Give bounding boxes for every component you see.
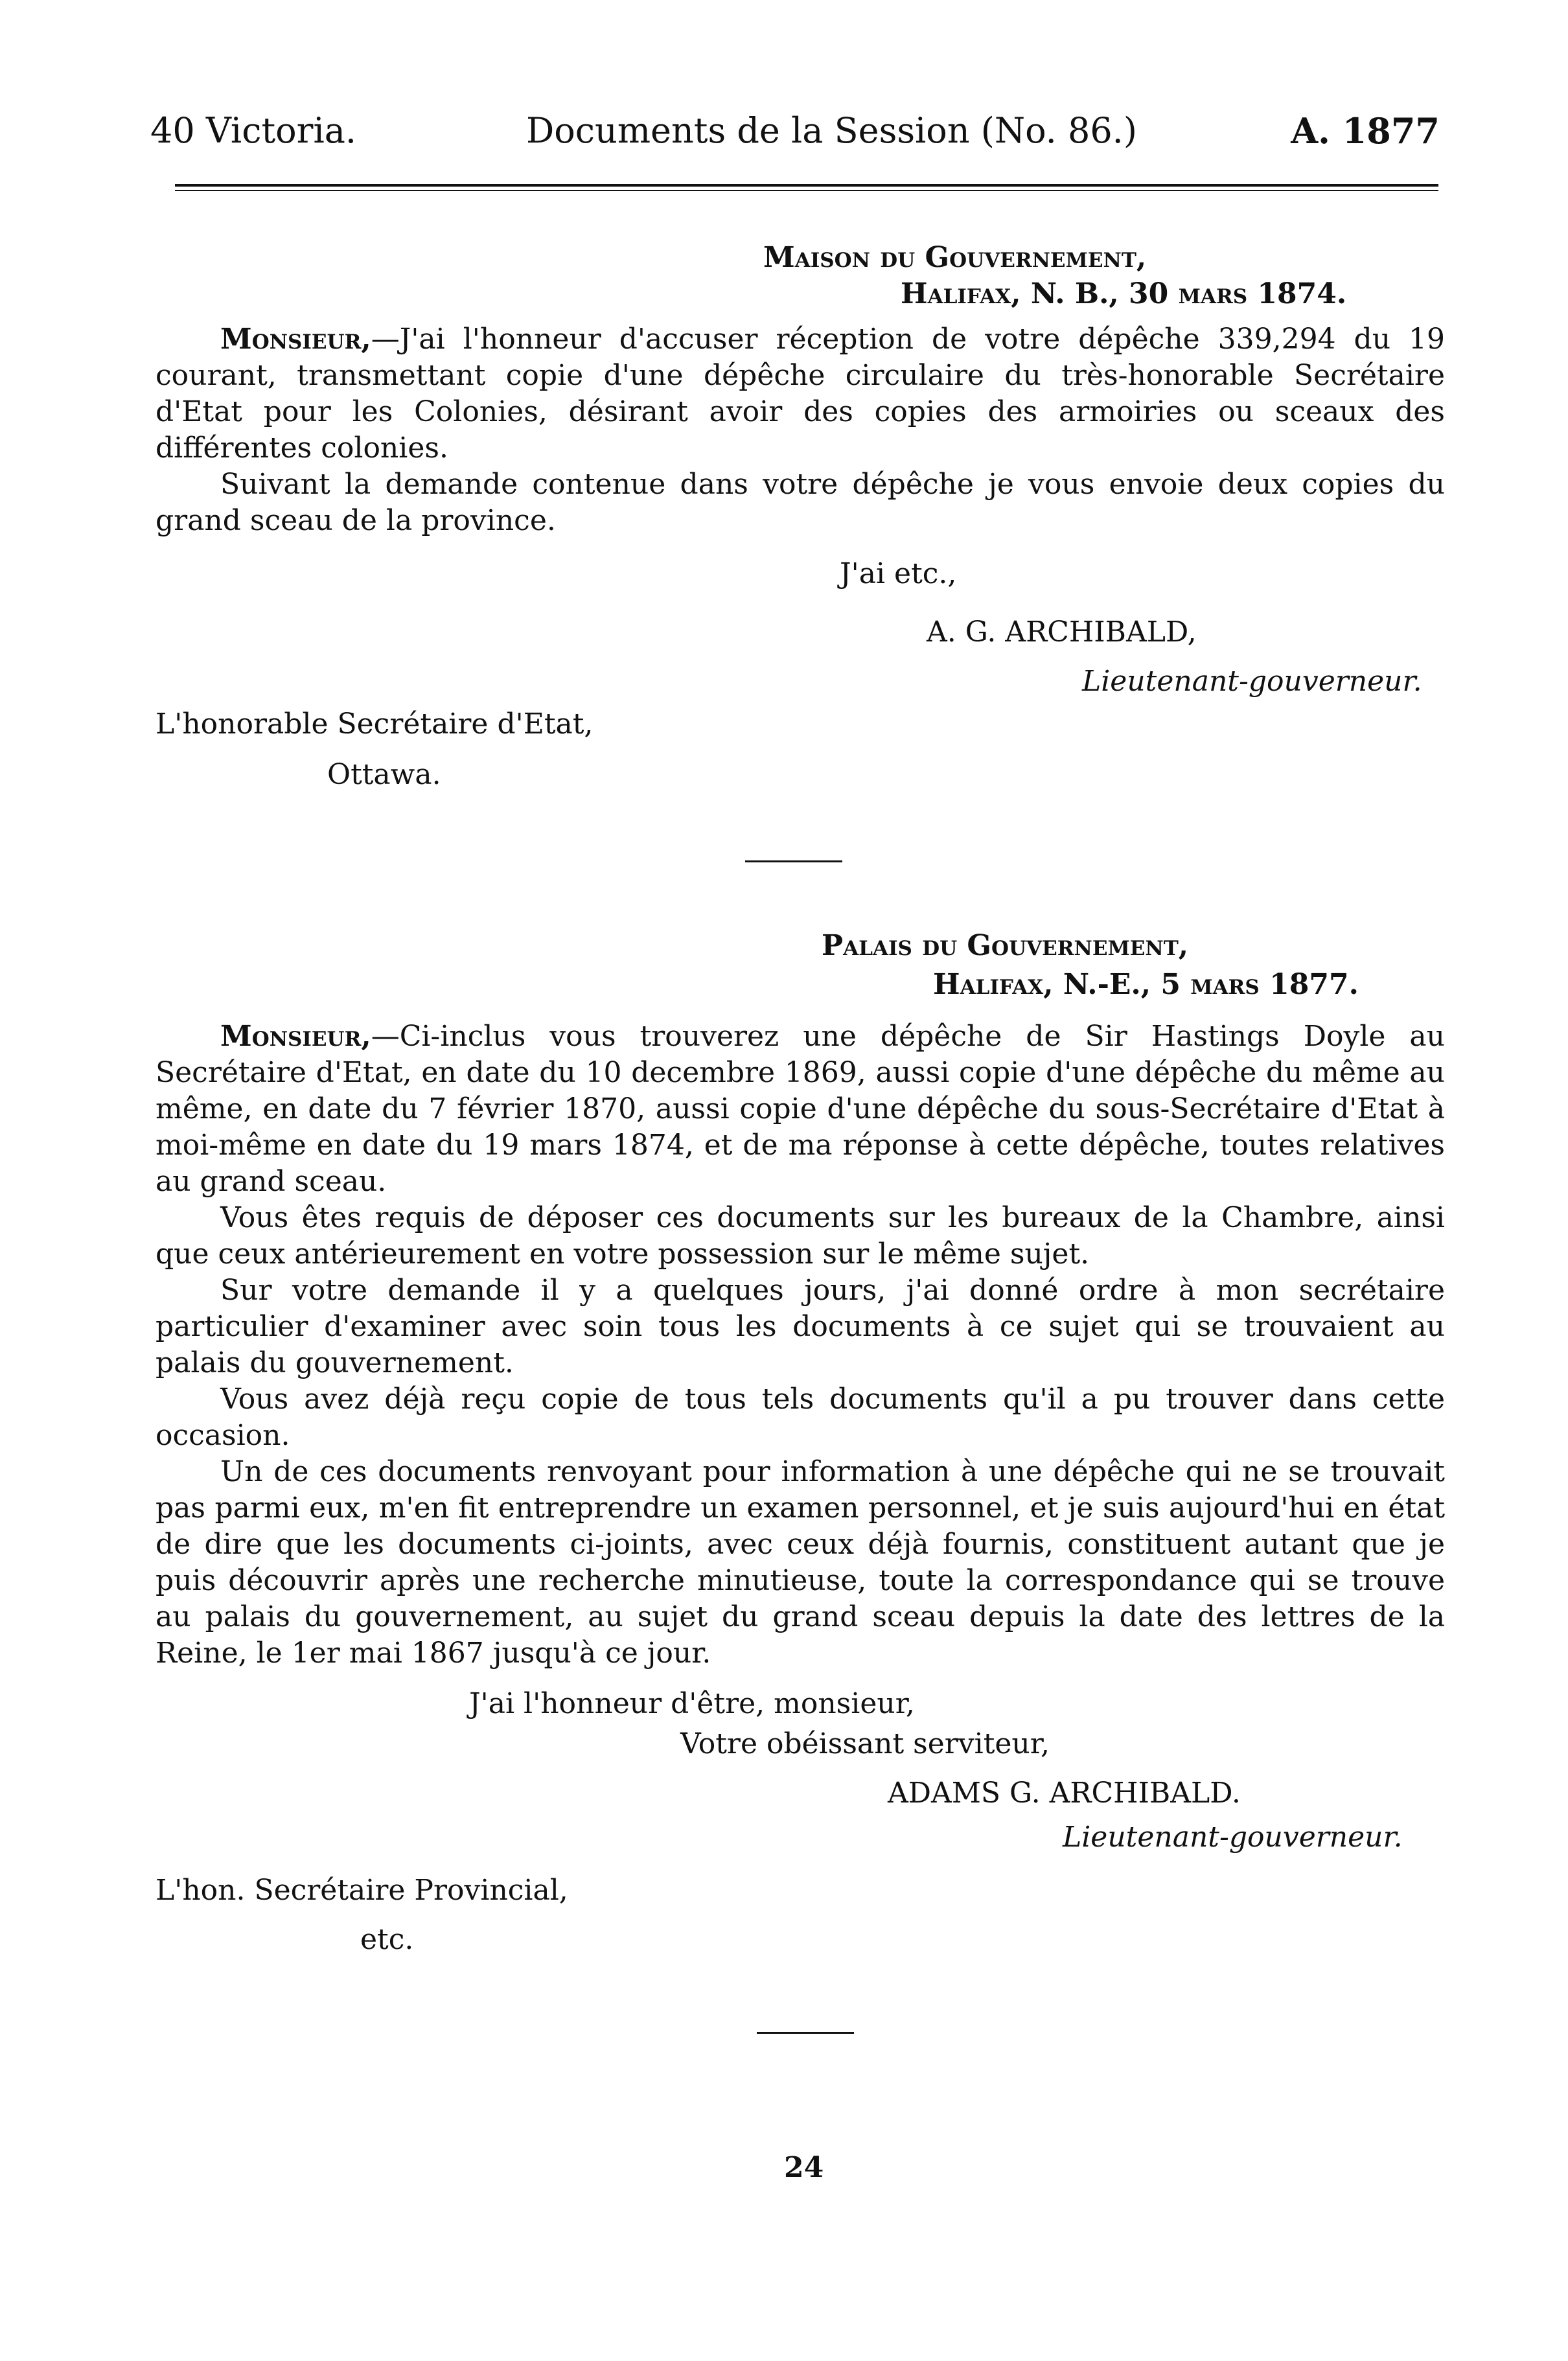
letter2-place-line1: Palais du Gouvernement,	[822, 929, 1189, 962]
letter2-salutation: Monsieur,	[220, 1020, 371, 1053]
header-volume: 40 Victoria.	[150, 110, 357, 151]
header-rule	[175, 184, 1438, 191]
letter2-addressee-line1: L'hon. Secrétaire Provincial,	[156, 1874, 568, 1907]
letter2-paragraph-4: Vous avez déjà reçu copie de tous tels documents qu'il a pu trouver dans cette occasion.	[156, 1383, 1445, 1452]
letter2-addressee-line2: etc.	[360, 1923, 414, 1956]
letter2-body	[156, 1019, 1445, 1672]
letter1-place-line2: Halifax, N. B., 30 mars 1874.	[901, 277, 1347, 310]
running-header	[150, 110, 1440, 162]
letter2-closing-line1: J'ai l'honneur d'être, monsieur,	[469, 1687, 915, 1720]
letter1-signature: A. G. ARCHIBALD,	[927, 616, 1197, 649]
letter1-salutation: Monsieur,	[220, 323, 371, 356]
section-divider-2	[757, 2032, 854, 2034]
letter1-signer-title: Lieutenant-gouverneur.	[1082, 665, 1422, 698]
section-divider-1	[745, 860, 842, 862]
letter2-paragraph-1: Monsieur,—Ci-inclus vous trouverez une dépêche de Sir Hastings Doyle au Secrétaire d'Etat, en date du 10 decembre 1869, aussi copie d'une dépêche du même au même, en date du 7 février 1870, aussi copie d'une dépêche du sous-Secrétaire d'Etat à moi-même en date du 19 mars 1874, et de ma réponse à cette dépêche, toutes relatives au grand sceau.	[156, 1020, 1445, 1198]
letter1-closing: J'ai etc.,	[840, 557, 957, 590]
letter2-paragraph-2: Vous êtes requis de déposer ces documents sur les bureaux de la Chambre, ainsi que ceux antérieurement en votre possession sur le même sujet.	[156, 1201, 1445, 1271]
letter1-paragraph-1: Monsieur,—J'ai l'honneur d'accuser réception de votre dépêche 339,294 du 19 courant, transmettant copie d'une dépêche circulaire du très-honorable Secrétaire d'Etat pour les Colonies, désirant avoir des copies des armoiries ou sceaux des différentes colonies.	[156, 323, 1445, 465]
letter1-place-line1: Maison du Gouvernement,	[763, 241, 1147, 274]
letter2-closing-line2: Votre obéissant serviteur,	[680, 1727, 1050, 1760]
page-number: 24	[784, 2151, 824, 2184]
letter1-addressee-line1: L'honorable Secrétaire d'Etat,	[156, 708, 594, 741]
letter1-paragraph-2: Suivant la demande contenue dans votre dépêche je vous envoie deux copies du grand sceau de la province.	[156, 468, 1445, 537]
letter1-addressee-line2: Ottawa.	[327, 758, 441, 791]
header-year: A. 1877	[1291, 110, 1440, 152]
letter2-place-line2: Halifax, N.-E., 5 mars 1877.	[933, 968, 1359, 1001]
header-title: Documents de la Session (No. 86.)	[526, 110, 1137, 151]
letter1-body	[156, 321, 1445, 539]
letter2-signature: ADAMS G. ARCHIBALD.	[888, 1777, 1241, 1810]
letter2-paragraph-3: Sur votre demande il y a quelques jours, j'ai donné ordre à mon secrétaire particulier d'examiner avec soin tous les documents à ce sujet qui se trouvaient au palais du gouvernement.	[156, 1274, 1445, 1379]
letter2-paragraph-5: Un de ces documents renvoyant pour information à une dépêche qui ne se trouvait pas parmi eux, m'en fit entreprendre un examen personnel, et je suis aujourd'hui en état de dire que les documents ci-joints, avec ceux déjà fournis, constituent autant que je puis découvrir après une recherche minutieuse, toute la correspondance qui se trouve au palais du gouvernement, au sujet du grand sceau depuis la date des lettres de la Reine, le 1er mai 1867 jusqu'à ce jour.	[156, 1455, 1445, 1670]
letter2-signer-title: Lieutenant-gouverneur.	[1063, 1821, 1403, 1854]
